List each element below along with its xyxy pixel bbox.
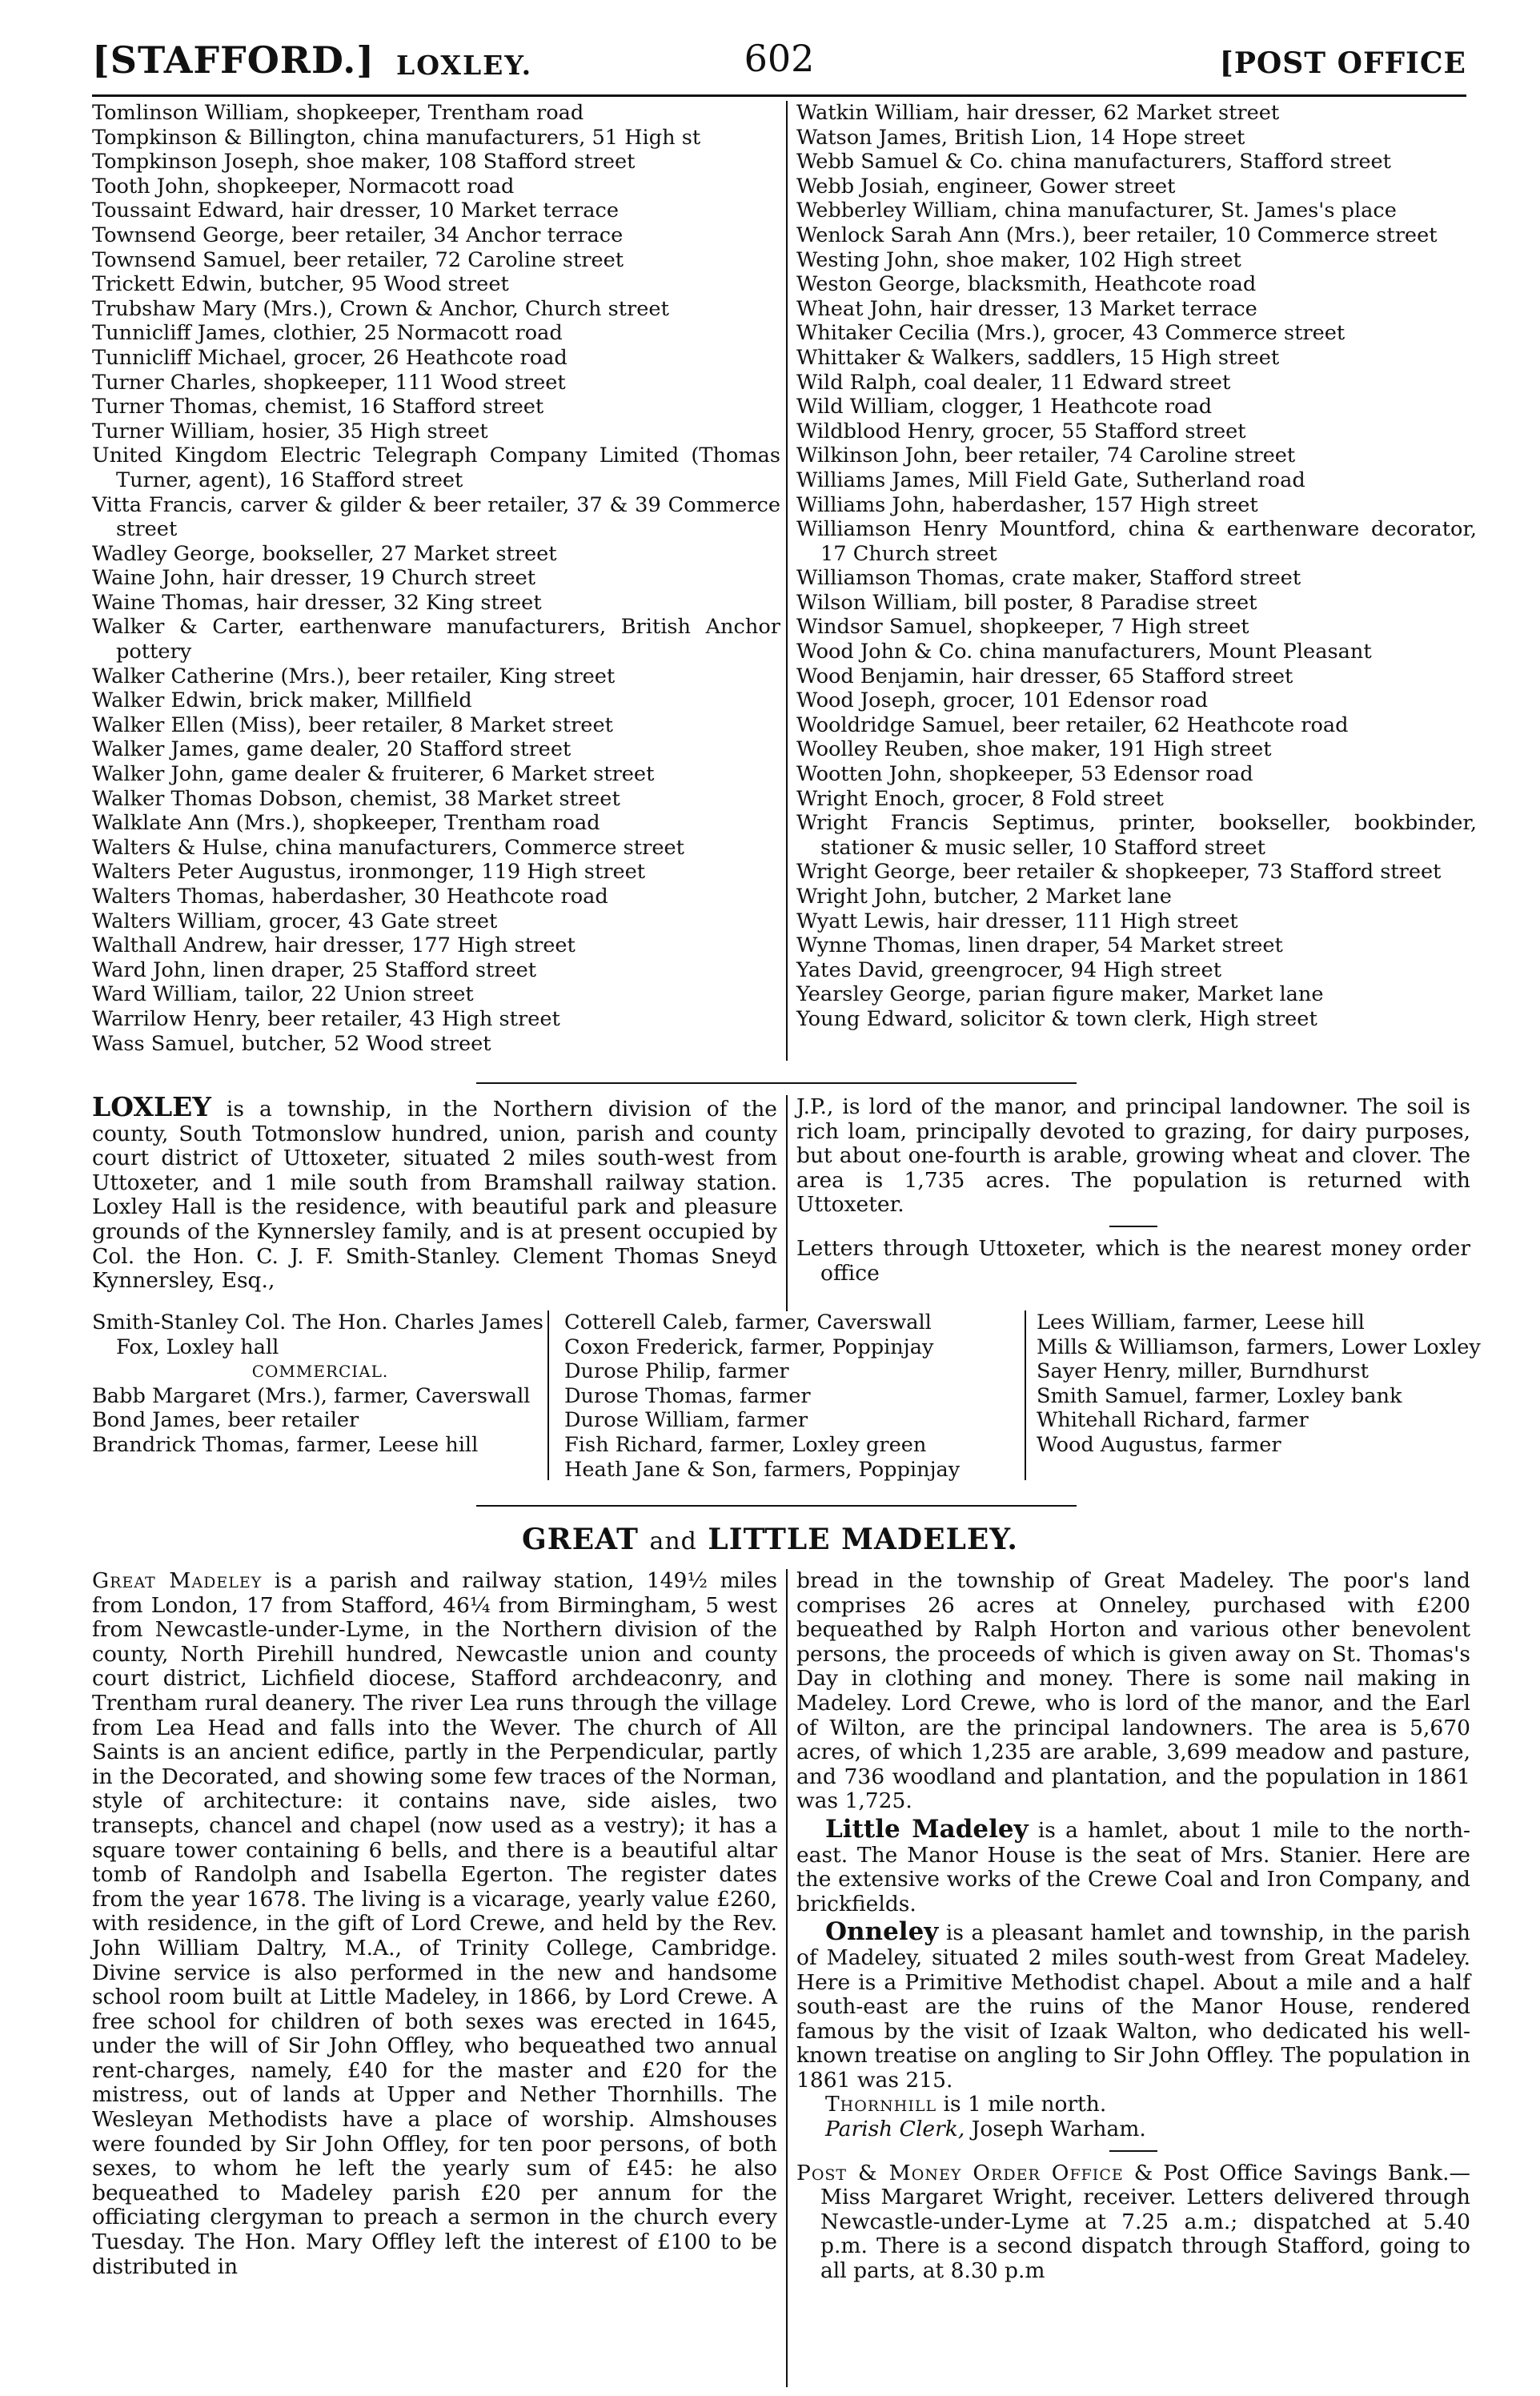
list-item: Babb Margaret (Mrs.), farmer, Caverswall [92, 1383, 531, 1408]
loxley-name: LOXLEY [92, 1091, 211, 1122]
directory-entry: Coxon Frederick, farmer, Poppinjay [564, 1334, 934, 1359]
directory-entry: Tunnicliff James, clothier, 25 Normacott road [92, 321, 563, 346]
list-item: Smith-Stanley Col. The Hon. Charles James Fox, Loxley hall [92, 1310, 543, 1359]
directory-entry: Wootten John, shopkeeper, 53 Edensor road [796, 762, 1253, 787]
directory-entry: Smith Samuel, farmer, Loxley bank [1037, 1383, 1402, 1408]
directory-entry: Mills & Williamson, farmers, Lower Loxley [1037, 1334, 1481, 1359]
directory-entry: Walker & Carter, earthenware manufacturers, British Anchor pottery [92, 615, 780, 664]
directory-entry: Wild Ralph, coal dealer, 11 Edward street [796, 370, 1231, 395]
small-rule [1109, 1226, 1157, 1227]
directory-entry: Wright Francis Septimus, printer, bookseller, bookbinder, stationer & music seller, 10 Stafford street [796, 811, 1477, 860]
loxley-letters: Letters through Uttoxeter, which is the nearest money order office [796, 1235, 1470, 1286]
madeley-left-column [92, 1569, 777, 2279]
directory-entry: Walthall Andrew, hair dresser, 177 High street [92, 933, 575, 958]
loxley-intro-right [796, 1095, 1470, 1286]
directory-entry: Walker Catherine (Mrs.), beer retailer, King street [92, 664, 616, 688]
section-rule [476, 1505, 1077, 1507]
madeley-title-little: LITTLE MADELEY. [708, 1523, 1018, 1556]
directory-entry: Fish Richard, farmer, Loxley green [564, 1432, 927, 1457]
place-heading: LOXLEY. [396, 50, 533, 81]
directory-entry: Lees William, farmer, Leese hill [1037, 1310, 1365, 1334]
directory-entry: Warrilow Henry, beer retailer, 43 High street [92, 1006, 560, 1031]
office-heading: [POST OFFICE [1219, 46, 1466, 80]
madeley-title [0, 1523, 1540, 1556]
directory-entry: Yearsley George, parian figure maker, Market lane [796, 982, 1324, 1007]
loxley-column-c [1037, 1310, 1481, 1458]
directory-entry: Yates David, greengrocer, 94 High street [796, 957, 1221, 982]
column-divider [786, 1569, 788, 2387]
directory-entry: Watkin William, hair dresser, 62 Market street [796, 101, 1280, 125]
directory-entry: Tomlinson William, shopkeeper, Trentham road [92, 101, 584, 125]
column-divider [547, 1310, 549, 1480]
directory-entry: Wood Benjamin, hair dresser, 65 Stafford street [796, 664, 1293, 688]
onneley-text: is a pleasant hamlet and township, in the parish of Madeley, situated 2 miles south-west from Great Madeley. Here is a Primitive Methodist chapel. About a mile and a half south-east are the ruins of the Manor House, rendered famous by the visit of Izaak Walton, who dedicated his well-known treatise on angling to Sir John Offley. The population in 1861 was 215. [796, 1920, 1470, 2093]
directory-entry: Waine Thomas, hair dresser, 32 King street [92, 590, 542, 615]
directory-entry: Tompkinson Joseph, shoe maker, 108 Stafford street [92, 150, 636, 175]
column-divider [786, 1095, 788, 1311]
loxley-intro-text: is a township, in the Northern division of the county, South Totmonslow hundred, union, parish and county court district of Uttoxeter, situated 2 miles south-west from Uttoxeter, and 1 mile south from Bramshall railway station. Loxley Hall is the residence, with beautiful park and pleasure grounds of the Kynnersley family, and is at present occupied by Col. the Hon. C. J. F. Smith-Stanley. Clement Thomas Sneyd Kynnersley, Esq., [92, 1097, 777, 1294]
small-rule [1109, 2150, 1157, 2152]
page-header [92, 34, 1466, 91]
madeley-right-column [796, 1569, 1470, 2284]
directory-entry: Whittaker & Walkers, saddlers, 15 High street [796, 345, 1280, 370]
directory-column-left [92, 101, 780, 1056]
directory-entry: Woolley Reuben, shoe maker, 191 High street [796, 737, 1272, 762]
directory-entry: Wheat John, hair dresser, 13 Market terrace [796, 296, 1257, 321]
directory-entry: Wadley George, bookseller, 27 Market street [92, 541, 557, 566]
directory-entry: Wood Augustus, farmer [1037, 1432, 1281, 1457]
directory-entry: Watson James, British Lion, 14 Hope street [796, 125, 1245, 150]
directory-column-right [796, 101, 1477, 1032]
directory-entry: Turner Thomas, chemist, 16 Stafford street [92, 395, 544, 419]
directory-entry: Walker James, game dealer, 20 Stafford street [92, 737, 571, 762]
county-heading: [STAFFORD.] [92, 38, 375, 82]
directory-entry: Williamson Henry Mountford, china & earthenware decorator, 17 Church street [796, 517, 1477, 566]
directory-entry: Wood John & Co. china manufacturers, Mount Pleasant [796, 640, 1372, 664]
loxley-intro-left [92, 1091, 777, 1294]
directory-entry: Durose Thomas, farmer [564, 1383, 811, 1408]
directory-entry: Wright George, beer retailer & shopkeeper, 73 Stafford street [796, 860, 1442, 885]
directory-entry: Webb Josiah, engineer, Gower street [796, 174, 1176, 199]
directory-entry: Waine John, hair dresser, 19 Church street [92, 566, 536, 591]
directory-entry: Wildblood Henry, grocer, 55 Stafford street [796, 419, 1246, 443]
directory-entry: Whitehall Richard, farmer [1037, 1408, 1309, 1433]
thornhill-lead: Thornhill [825, 2092, 937, 2117]
directory-entry: Webb Samuel & Co. china manufacturers, Stafford street [796, 150, 1391, 175]
directory-entry: Wyatt Lewis, hair dresser, 111 High street [796, 909, 1238, 933]
loxley-column-b [564, 1310, 1093, 1482]
madeley-title-and: and [649, 1527, 697, 1555]
directory-entry: Wass Samuel, butcher, 52 Wood street [92, 1031, 491, 1056]
onneley-paragraph [796, 1917, 1470, 2093]
little-madeley-text: is a hamlet, about 1 mile to the north-east. The Manor House is the seat of Mrs. Stanier. Here are the extensive works of the Crewe Coal and Iron Company, and brickfields. [796, 1817, 1470, 1916]
directory-entry: Wenlock Sarah Ann (Mrs.), beer retailer, 10 Commerce street [796, 223, 1438, 247]
directory-entry: Wilkinson John, beer retailer, 74 Caroline street [796, 443, 1296, 468]
directory-entry: Durose Philip, farmer [564, 1359, 789, 1384]
madeley-title-great: GREAT [522, 1523, 639, 1556]
directory-entry: Walters William, grocer, 43 Gate street [92, 909, 498, 933]
directory-entry: Turner William, hosier, 35 High street [92, 419, 488, 443]
little-madeley-paragraph [796, 1814, 1470, 1916]
madeley-continued: bread in the township of Great Madeley. The poor's land comprises 26 acres at Onneley, purchased with £200 bequeathed by Ralph Horton and various other benevolent persons, the proceeds of which is given away on St. Thomas's Day in clothing and money. There is some nail making in Madeley. Lord Crewe, who is lord of the manor, and the Earl of Wilton, are the principal landowners. The area is 5,670 acres, of which 1,235 are arable, 3,699 meadow and pasture, and 736 woodland and plantation, and the population in 1861 was 1,725. [796, 1568, 1470, 1814]
directory-entry: Durose William, farmer [564, 1408, 808, 1433]
onneley-lead: Onneley [825, 1917, 939, 1947]
directory-entry: Townsend George, beer retailer, 34 Anchor terrace [92, 223, 624, 247]
directory-entry: Whitaker Cecilia (Mrs.), grocer, 43 Commerce street [796, 321, 1345, 346]
directory-entry: United Kingdom Electric Telegraph Company Limited (Thomas Turner, agent), 16 Stafford street [92, 443, 780, 492]
directory-entry: Turner Charles, shopkeeper, 111 Wood street [92, 370, 566, 395]
parish-clerk-line [796, 2117, 1470, 2142]
directory-entry: Trickett Edwin, butcher, 95 Wood street [92, 272, 509, 297]
directory-entry: Walters Thomas, haberdasher, 30 Heathcote road [92, 885, 608, 909]
list-item: Bond James, beer retailer [92, 1408, 359, 1433]
little-madeley-lead: Little Madeley [825, 1814, 1029, 1844]
directory-entry: Ward John, linen draper, 25 Stafford street [92, 957, 537, 982]
header-rule [92, 94, 1466, 97]
directory-entry: Walters & Hulse, china manufacturers, Commerce street [92, 835, 684, 860]
post-office-lead: Post & Money Order Office [796, 2160, 1124, 2185]
directory-entry: Sayer Henry, miller, Burndhurst [1037, 1359, 1369, 1384]
loxley-column-a [92, 1310, 548, 1458]
directory-entry: Tompkinson & Billington, china manufacturers, 51 High st [92, 125, 701, 150]
directory-entry: Wright John, butcher, 2 Market lane [796, 885, 1172, 909]
directory-entry: Wood Joseph, grocer, 101 Edensor road [796, 688, 1209, 713]
directory-entry: Young Edward, solicitor & town clerk, High street [796, 1006, 1317, 1031]
directory-entry: Ward William, tailor, 22 Union street [92, 982, 474, 1007]
directory-entry: Walker Ellen (Miss), beer retailer, 8 Market street [92, 712, 613, 737]
list-item: Brandrick Thomas, farmer, Leese hill [92, 1432, 479, 1457]
directory-entry: Walker John, game dealer & fruiterer, 6 Market street [92, 762, 655, 787]
great-madeley-lead: Great Madeley [92, 1568, 263, 1593]
section-rule [476, 1082, 1077, 1084]
great-madeley-text: is a parish and railway station, 149½ miles from London, 17 from Stafford, 46¼ from Birmingham, 5 west from Newcastle-under-Lyme, in the Northern division of the county, North Pirehill hundred, Newcastle union and county court district, Lichfield diocese, Stafford archdeaconry, and Trentham rural deanery. The river Lea runs through the village from Lea Head and falls into the Wever. The church of All Saints is an ancient edifice, partly in the Perpendicular, partly in the Decorated, and showing some few traces of the Norman, style of architecture: it contains nave, side aisles, two transepts, chancel and chapel (now used as a vestry); it has a square tower containing 6 bells, and there is a beautiful altar tomb of Randolph and Isabella Egerton. The register dates from the year 1678. The living is a vicarage, yearly value £260, with residence, in the gift of Lord Crewe, and held by the Rev. John William Daltry, M.A., of Trinity College, Cambridge. Divine service is also performed in the new and handsome school room built at Little Madeley, in 1866, by Lord Crewe. A free school for children of both sexes was erected in 1645, under the will of Sir John Offley, who bequeathed two annual rent-charges, namely, £40 for the master and £20 for the mistress, out of lands at Upper and Nether Thornhills. The Wesleyan Methodists have a place of worship. Almshouses were founded by Sir John Offley, for ten poor persons, of both sexes, to whom he left the yearly sum of £45: he also bequeathed to Madeley parish £20 per annum for the officiating clergyman to preach a sermon in the church every Tuesday. The Hon. Mary Offley left the interest of £100 to be distributed in [92, 1568, 777, 2279]
directory-entry: Wooldridge Samuel, beer retailer, 62 Heathcote road [796, 712, 1349, 737]
directory-entry: Heath Jane & Son, farmers, Poppinjay [564, 1457, 960, 1482]
directory-entry: Walklate Ann (Mrs.), shopkeeper, Trentham road [92, 811, 600, 836]
thornhill-text: is 1 mile north. [936, 2092, 1107, 2117]
directory-entry: Walker Edwin, brick maker, Millfield [92, 688, 472, 713]
directory-entry: Williams John, haberdasher, 157 High street [796, 492, 1258, 517]
parish-clerk-label: Parish Clerk, [825, 2117, 965, 2142]
directory-entry: Walker Thomas Dobson, chemist, 38 Market street [92, 786, 620, 811]
directory-entry: Tunnicliff Michael, grocer, 26 Heathcote road [92, 345, 567, 370]
directory-entry: Trubshaw Mary (Mrs.), Crown & Anchor, Church street [92, 296, 669, 321]
post-office-paragraph [796, 2161, 1470, 2284]
commercial-heading: COMMERCIAL. [251, 1362, 389, 1382]
column-divider [1025, 1310, 1026, 1480]
thornhill-paragraph [796, 2093, 1470, 2117]
directory-entry: Westing John, shoe maker, 102 High street [796, 247, 1241, 272]
directory-entry: Windsor Samuel, shopkeeper, 7 High street [796, 615, 1249, 640]
directory-entry: Webberley William, china manufacturer, St. James's place [796, 199, 1397, 223]
directory-entry: Vitta Francis, carver & gilder & beer retailer, 37 & 39 Commerce street [92, 492, 780, 542]
directory-entry: Williamson Thomas, crate maker, Stafford street [796, 566, 1301, 591]
parish-clerk-name: Joseph Warham. [965, 2117, 1146, 2142]
directory-entry: Wright Enoch, grocer, 8 Fold street [796, 786, 1164, 811]
loxley-residents [92, 1310, 1481, 1487]
loxley-intro-continued: J.P., is lord of the manor, and principal landowner. The soil is rich loam, principally devoted to grazing, for dairy purposes, but about one-fourth is arable, growing wheat and clover. The area is 1,735 acres. The population is returned with Uttoxeter. [796, 1094, 1470, 1218]
directory-entry: Tooth John, shopkeeper, Normacott road [92, 174, 515, 199]
directory-entry: Walters Peter Augustus, ironmonger, 119 High street [92, 860, 646, 885]
directory-entry: Wild William, clogger, 1 Heathcote road [796, 395, 1213, 419]
post-office-text: & Post Office Savings Bank.—Miss Margaret Wright, receiver. Letters delivered through Newcastle-under-Lyme at 7.25 a.m.; dispatched at 5.40 p.m. There is a second dispatch through Stafford, going to all parts, at 8.30 p.m [820, 2160, 1470, 2284]
directory-entry: Wilson William, bill poster, 8 Paradise street [796, 590, 1257, 615]
directory-entry: Weston George, blacksmith, Heathcote road [796, 272, 1257, 297]
directory-entry: Williams James, Mill Field Gate, Sutherland road [796, 468, 1305, 492]
directory-entry: Wynne Thomas, linen draper, 54 Market street [796, 933, 1283, 958]
column-divider [786, 101, 788, 1061]
directory-entry: Cotterell Caleb, farmer, Caverswall [564, 1310, 932, 1334]
directory-entry: Toussaint Edward, hair dresser, 10 Market terrace [92, 199, 620, 223]
directory-entry: Townsend Samuel, beer retailer, 72 Caroline street [92, 247, 624, 272]
page-number: 602 [744, 37, 815, 80]
